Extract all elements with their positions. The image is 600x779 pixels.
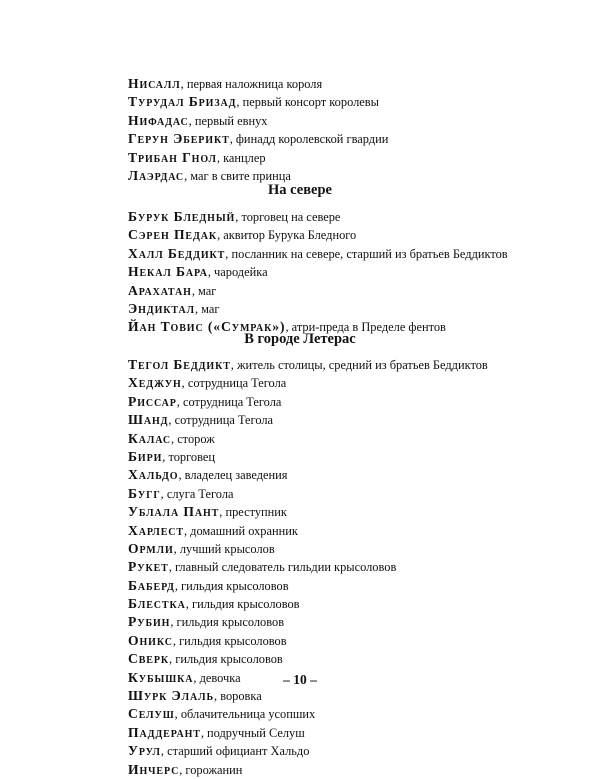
character-description: подручный Селуш: [207, 725, 305, 740]
character-entry: [128, 687, 488, 705]
character-name: Сэрен Педак: [128, 227, 218, 243]
character-entry: [128, 393, 488, 411]
character-name: Ублала Пант: [128, 504, 220, 520]
character-entry: [128, 245, 508, 263]
character-description: торговец на севере: [241, 210, 341, 224]
character-name: Бурук Бледный: [128, 209, 236, 224]
character-description: маг: [198, 283, 217, 298]
character-name: Шанд: [128, 412, 169, 428]
character-entry: [128, 485, 488, 503]
character-description: аквитор Бурука Бледного: [223, 228, 357, 243]
character-entry: [128, 650, 488, 668]
entry-separator: ,: [181, 376, 188, 391]
character-entry: [128, 632, 488, 650]
character-name: Баберд: [128, 577, 175, 593]
entry-separator: ,: [194, 301, 202, 316]
character-description: житель столицы, средний из братьев Беддиктов: [237, 358, 488, 372]
character-description: атри-преда в Пределе фентов: [291, 320, 446, 335]
character-name: Сверк: [128, 651, 170, 667]
character-name: Ормли: [128, 540, 174, 556]
character-entry: [128, 411, 488, 429]
character-entry: [128, 540, 488, 558]
entry-separator: ,: [185, 597, 192, 612]
character-description: торговец: [168, 449, 215, 464]
character-name: Нисалл: [128, 76, 181, 91]
character-entry: [128, 503, 488, 521]
character-name: Трибан Гнол: [128, 149, 217, 165]
character-description: владелец заведения: [184, 468, 288, 483]
entry-separator: ,: [193, 670, 200, 685]
character-entry: [128, 742, 488, 760]
character-description: гильдия крысоловов: [181, 578, 289, 593]
character-description: лучший крысолов: [179, 541, 275, 556]
section-heading-north: На севере: [268, 182, 332, 198]
character-name: Йан Товис («Сумрак»): [128, 319, 286, 335]
character-entry: [128, 448, 488, 466]
character-description: гильдия крысоловов: [176, 615, 285, 630]
character-description: сотрудница Тегола: [182, 394, 282, 409]
entry-separator: ,: [160, 744, 168, 759]
character-name: Калас: [128, 430, 171, 446]
entry-separator: ,: [178, 468, 185, 483]
entry-separator: ,: [217, 228, 224, 243]
character-entry: [128, 356, 488, 374]
entry-separator: ,: [168, 560, 175, 575]
character-entry: [128, 130, 388, 148]
character-name: Харлест: [128, 522, 184, 538]
character-name: Халл Беддикт: [128, 245, 226, 261]
entry-separator: ,: [200, 725, 208, 740]
entry-separator: ,: [170, 431, 178, 446]
character-description: первый консорт королевы: [242, 95, 379, 110]
character-name: Рубин: [128, 614, 171, 630]
character-name: Некал Бара: [128, 264, 208, 280]
entry-separator: ,: [170, 615, 177, 630]
character-name: Шурк Элаль: [128, 688, 214, 704]
entry-separator: ,: [184, 168, 191, 183]
character-description: чародейка: [214, 265, 268, 280]
character-description: посланник на севере, старший из братьев Беддиктов: [231, 246, 508, 261]
character-description: старший официант Хальдо: [167, 744, 310, 759]
character-name: Герун Эберикт: [128, 131, 230, 147]
entry-separator: ,: [213, 689, 221, 704]
character-name: Хеджун: [128, 375, 182, 391]
character-name: Арахатан: [128, 282, 192, 298]
character-name: Риссар: [128, 393, 177, 409]
entry-separator: ,: [169, 652, 176, 667]
character-name: Селуш: [128, 706, 175, 722]
character-name: Бири: [128, 448, 163, 464]
character-description: финадд королевской гвардии: [235, 132, 389, 147]
entry-separator: ,: [160, 486, 167, 501]
character-description: канцлер: [223, 150, 266, 165]
entry-separator: ,: [180, 77, 187, 91]
character-name: Лаэрдас: [128, 167, 185, 183]
character-name: Оникс: [128, 632, 173, 648]
character-name: Паддерант: [128, 724, 201, 740]
character-entry: [128, 430, 488, 448]
character-entry: [128, 374, 488, 392]
character-description: гильдия крысоловов: [175, 652, 283, 667]
character-entry: [128, 226, 508, 244]
entry-separator: ,: [230, 358, 237, 372]
court-character-list: [128, 75, 388, 185]
character-description: маг в свите принца: [190, 168, 291, 183]
entry-separator: ,: [219, 505, 226, 520]
character-description: сторож: [177, 431, 215, 446]
character-description: сотрудница Тегола: [174, 413, 274, 428]
entry-separator: ,: [172, 633, 180, 648]
character-entry: [128, 522, 488, 540]
character-name: Урул: [128, 743, 161, 759]
character-entry: [128, 112, 388, 130]
character-name: Рукет: [128, 559, 169, 575]
character-description: слуга Тегола: [166, 486, 234, 501]
entry-separator: ,: [176, 394, 183, 409]
page-number: – 10 –: [283, 672, 317, 687]
character-entry: [128, 466, 488, 484]
character-entry: [128, 75, 388, 93]
character-description: горожанин: [185, 762, 243, 777]
entry-separator: ,: [174, 578, 182, 593]
character-entry: [128, 282, 508, 300]
character-description: сотрудница Тегола: [187, 376, 287, 391]
entry-separator: ,: [225, 246, 232, 261]
character-entry: [128, 263, 508, 281]
character-entry: [128, 613, 488, 631]
entry-separator: ,: [174, 707, 181, 722]
character-description: преступник: [225, 505, 287, 520]
entry-separator: ,: [162, 449, 169, 464]
section-heading-city: В городе Летерас: [244, 331, 356, 347]
character-name: Блестка: [128, 596, 186, 612]
character-name: Кубышка: [128, 669, 194, 685]
entry-separator: ,: [183, 523, 191, 538]
character-name: Бугг: [128, 485, 161, 501]
character-name: Хальдо: [128, 467, 179, 483]
character-description: девочка: [199, 670, 241, 685]
character-entry: [128, 595, 488, 613]
character-name: Эндиктал: [128, 300, 195, 316]
entry-separator: ,: [191, 283, 199, 298]
character-description: первый евнух: [194, 113, 268, 128]
character-entry: [128, 558, 488, 576]
character-description: домашний охранник: [190, 523, 298, 538]
entry-separator: ,: [179, 762, 186, 777]
character-entry: [128, 300, 508, 318]
entry-separator: ,: [188, 113, 195, 128]
character-name: Турудал Бризад: [128, 94, 237, 110]
city-character-list: [128, 356, 488, 779]
character-entry: [128, 577, 488, 595]
entry-separator: ,: [207, 265, 215, 280]
character-name: Инчерс: [128, 761, 180, 777]
character-entry: [128, 93, 388, 111]
north-character-list: [128, 208, 508, 337]
character-entry: [128, 705, 488, 723]
entry-separator: ,: [236, 95, 243, 110]
character-name: Тегол Беддикт: [128, 357, 231, 372]
character-description: гильдия крысоловов: [179, 633, 287, 648]
character-description: главный следователь гильдии крысоловов: [174, 560, 397, 575]
character-description: воровка: [220, 689, 262, 704]
character-description: облачительница усопших: [180, 707, 316, 722]
entry-separator: ,: [235, 210, 242, 224]
character-description: маг: [201, 301, 220, 316]
entry-separator: ,: [285, 320, 292, 335]
character-name: Нифадас: [128, 112, 189, 128]
character-entry: [128, 761, 488, 779]
entry-separator: ,: [168, 413, 175, 428]
character-entry: [128, 724, 488, 742]
character-description: гильдия крысоловов: [191, 597, 300, 612]
character-entry: [128, 149, 388, 167]
entry-separator: ,: [173, 541, 180, 556]
entry-separator: ,: [229, 132, 236, 147]
entry-separator: ,: [216, 150, 224, 165]
character-description: первая наложница короля: [186, 77, 323, 91]
character-entry: [128, 208, 508, 226]
